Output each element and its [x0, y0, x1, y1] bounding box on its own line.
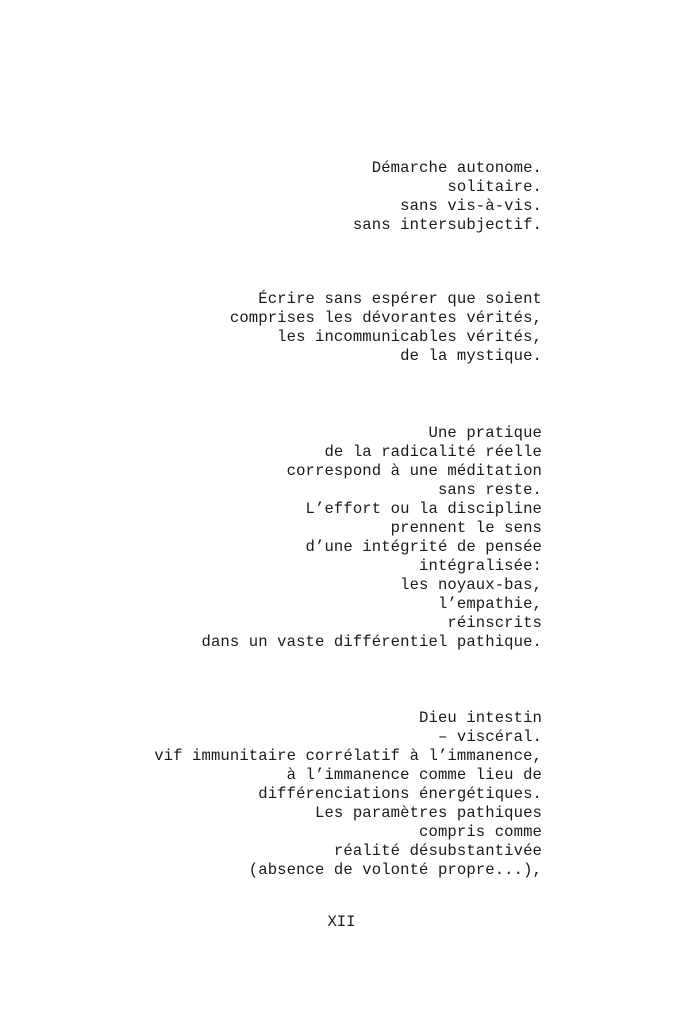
poem-line: de la radicalité réelle [324, 443, 542, 461]
stanza [202, 424, 542, 652]
poem-line: sans reste. [437, 481, 542, 499]
poem-line: réalité désubstantivée [333, 842, 542, 860]
page-number: XII [327, 913, 356, 931]
poem-line: d’une intégrité de pensée [305, 538, 542, 556]
poem-line: sans intersubjectif. [352, 216, 542, 234]
poem-line: (absence de volonté propre...), [248, 861, 542, 879]
poem-line: Une pratique [428, 424, 542, 442]
poem-line: différenciations énergétiques. [258, 785, 542, 803]
poem-line: solitaire. [447, 178, 542, 196]
poem-line: les incommunicables vérités, [277, 328, 542, 346]
poem-line: prennent le sens [390, 519, 542, 537]
stanza [154, 709, 542, 880]
poem-line: comprises les dévorantes vérités, [229, 309, 542, 327]
poem-line: L’effort ou la discipline [305, 500, 542, 518]
poem-line: de la mystique. [400, 347, 542, 365]
poem-line: dans un vaste différentiel pathique. [201, 633, 542, 651]
poem-line: à l’immanence comme lieu de [286, 766, 542, 784]
poem-line: – viscéral. [437, 728, 542, 746]
poem-line: sans vis-à-vis. [400, 197, 542, 215]
poem-line: Écrire sans espérer que soient [258, 290, 542, 308]
stanza [353, 159, 542, 235]
poem-line: Dieu intestin [419, 709, 542, 727]
poem-line: Les paramètres pathiques [315, 804, 542, 822]
poem-line: correspond à une méditation [286, 462, 542, 480]
stanza [230, 290, 542, 366]
poem-line: vif immunitaire corrélatif à l’immanence, [154, 747, 542, 765]
poem-line: réinscrits [447, 614, 542, 632]
poem-line: l’empathie, [437, 595, 542, 613]
poem-line: Démarche autonome. [371, 159, 542, 177]
poem-line: compris comme [419, 823, 542, 841]
poem-line: intégralisée: [419, 557, 542, 575]
poem-line: les noyaux-bas, [400, 576, 542, 594]
